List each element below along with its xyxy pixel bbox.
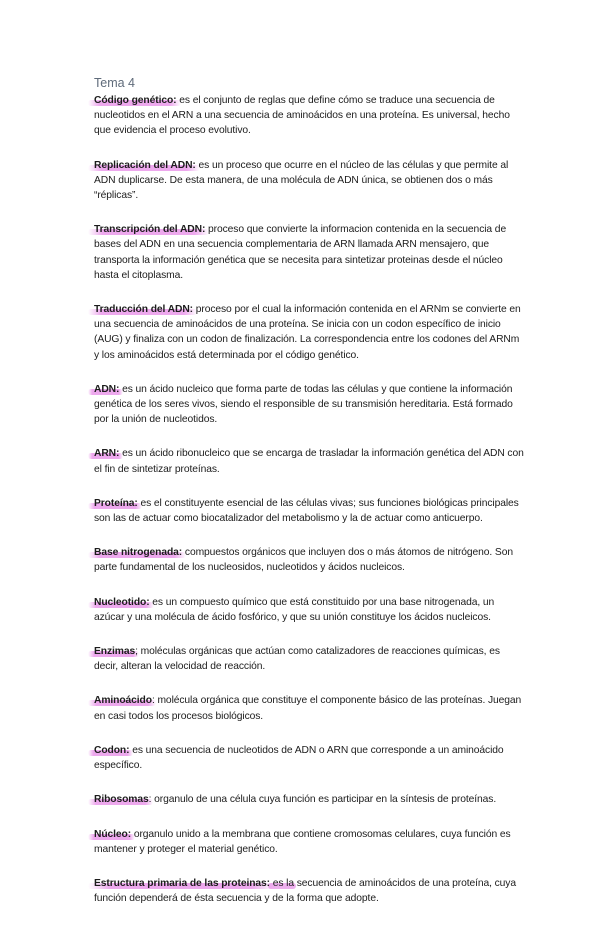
definition: es un ácido nucleico que forma parte de todas las células y que contiene la información genética de los seres vivos, siendo el responsible de su transmisión hereditaria. Está formado por la unión de nucleotidos. <box>94 383 513 426</box>
entry-paragraph <box>94 222 526 283</box>
entry-estructura-primaria <box>94 876 526 906</box>
term: Replicación del ADN: <box>94 159 196 171</box>
definition: proceso por el cual la información contenida en el ARNm se convierte en una secuencia de aminoácidos de una proteína. Se inicia con un codon específico de inicio (AUG) y finaliza con un codon de finalización. La correspondencia entre los codones del ARNm y los aminoácidos está determinada por el código genético. <box>94 304 521 361</box>
term: Aminoácido <box>94 695 152 707</box>
highlighted-text: es la <box>269 877 294 889</box>
entry-paragraph <box>94 827 526 857</box>
entry-paragraph <box>94 644 526 674</box>
definition: es un proceso que ocurre en el núcleo de las células y que permite al ADN duplicarse. De esta manera, de una molécula de ADN única, se obtienen dos o más “réplicas”. <box>94 159 509 202</box>
entry-replicacion-adn <box>94 158 526 204</box>
entry-nucleo <box>94 827 526 857</box>
term: Base nitrogenada: <box>94 547 183 559</box>
entry-nucleotido <box>94 595 526 625</box>
term: Núcleo: <box>94 828 132 840</box>
definition: es un ácido ribonucleico que se encarga de trasladar la información genética del ADN con el fin de sintetizar proteínas. <box>94 448 524 475</box>
definition: secuencia de aminoácidos de una proteína, cuya función dependerá de ésta secuencia y de la forma que adopte. <box>94 877 516 905</box>
entry-paragraph <box>94 595 526 625</box>
definition: es un compuesto químico que está constituido por una base nitrogenada, un azúcar y una molécula de ácido fosfórico, y que su unión constituye los ácidos nucleicos. <box>94 596 495 623</box>
entry-codigo-genetico <box>94 93 526 139</box>
entry-paragraph <box>94 693 526 723</box>
entry-paragraph <box>94 743 526 773</box>
term: Traducción del ADN: <box>94 304 193 316</box>
entry-adn <box>94 382 526 428</box>
term: Estructura primaria de las proteinas: <box>94 877 270 889</box>
entry-traduccion-adn <box>94 302 526 363</box>
entry-paragraph <box>94 545 526 575</box>
term: Proteína: <box>94 497 138 509</box>
entry-paragraph <box>94 93 526 139</box>
term: Ribosomas <box>94 794 149 806</box>
definition: ; moléculas orgánicas que actúan como catalizadores de reacciones químicas, es decir, alteran la velocidad de reacción. <box>94 646 500 673</box>
term: Enzimas <box>94 646 136 658</box>
entry-enzimas <box>94 644 526 674</box>
entry-transcripcion-adn <box>94 222 526 283</box>
term: Nucleotido: <box>94 596 150 608</box>
entry-ribosomas <box>94 792 526 807</box>
term: Código genético: <box>94 95 177 106</box>
definition: organulo unido a la membrana que contiene cromosomas celulares, cuya función es mantener y proteger el material genético. <box>94 828 511 855</box>
term: Transcripción del ADN: <box>94 224 206 236</box>
entry-paragraph <box>94 496 526 526</box>
definition: compuestos orgánicos que incluyen dos o más átomos de nitrógeno. Son parte fundamental de los nucleosidos, nucleotidos y ácidos nucleicos. <box>94 547 513 574</box>
document-title: Tema 4 <box>94 76 135 90</box>
entry-aminoacido <box>94 693 526 723</box>
term: ADN: <box>94 383 120 395</box>
entry-proteina <box>94 496 526 526</box>
definition: proceso que convierte la informacion contenida en la secuencia de bases del ADN en una secuencia complementaria de ARN llamada ARN mensajero, que transporta la información genética que se necesita para sintetizar proteinas desde el núcleo hasta el citoplasma. <box>94 224 507 281</box>
entry-paragraph <box>94 446 526 476</box>
entry-paragraph <box>94 382 526 428</box>
definition: es el conjunto de reglas que define cómo se traduce una secuencia de nucleotidos en el ARN a una secuencia de aminoácidos en una proteína. Es universal, hecho que evidencia el proceso evolutivo. <box>94 95 510 137</box>
definition: : organulo de una célula cuya función es participar en la síntesis de proteínas. <box>148 794 497 806</box>
entry-codon <box>94 743 526 773</box>
entry-arn <box>94 446 526 476</box>
definition: : molécula orgánica que constituye el componente básico de las proteínas. Juegan en casi todos los procesos biológicos. <box>94 695 522 722</box>
term: Codon: <box>94 744 130 756</box>
term: ARN: <box>94 448 120 460</box>
definition: es una secuencia de nucleotidos de ADN o ARN que corresponde a un aminoácido específico. <box>94 744 504 772</box>
entry-paragraph <box>94 302 526 363</box>
document-content <box>94 76 526 925</box>
entry-base-nitrogenada <box>94 545 526 575</box>
entry-paragraph <box>94 792 526 807</box>
entry-paragraph <box>94 158 526 204</box>
definition: es el constituyente esencial de las células vivas; sus funciones biológicas principales son las de actuar como biocatalizador del metabolismo y la de actuar como anticuerpo. <box>94 497 519 525</box>
entry-paragraph <box>94 876 526 906</box>
